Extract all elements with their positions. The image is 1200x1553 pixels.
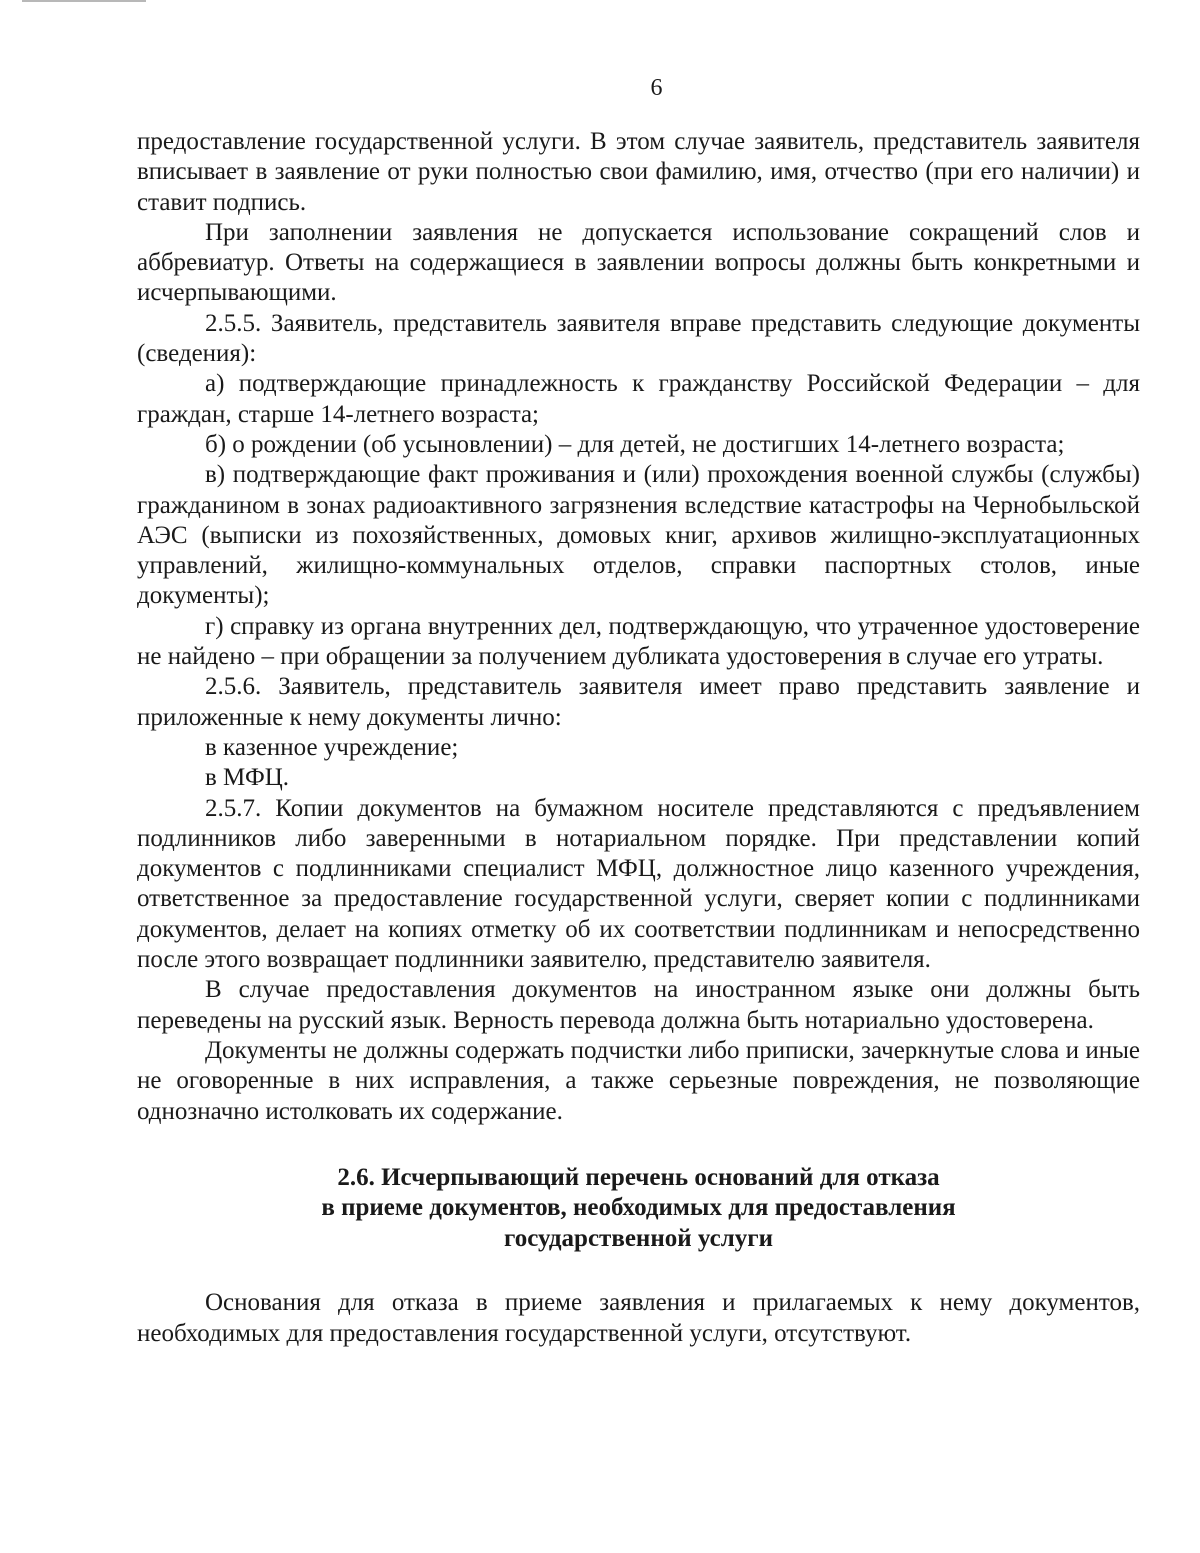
scan-edge-mark [22, 0, 146, 2]
list-item-b: б) о рождении (об усыновлении) – для детей, не достигших 14-летнего возраста; [205, 430, 1065, 458]
paragraph-2-5-7: 2.5.7. Копии документов на бумажном носителе представляются с предъявлением подлинников либо заверенными в нотариальном порядке. При представлении копий документов с подлинниками специалист МФЦ, должностное лицо казенного учреждения, ответственное за предоставление государственной услуги, сверяет копии с подлинниками документов, делает на копиях отметку об их соответствии подлинникам и непосредственно после этого возвращает подлинники заявителю, представителю заявителя. [137, 794, 1140, 974]
paragraph-document-requirements: Документы не должны содержать подчистки либо приписки, зачеркнутые слова и иные не оговоренные в них исправления, а также серьезные повреждения, не позволяющие однозначно истолковать их содержание. [137, 1036, 1140, 1125]
document-body [137, 127, 1140, 1349]
list-item-g: г) справку из органа внутренних дел, подтверждающую, что утраченное удостоверение не найдено – при обращении за получением дубликата удостоверения в случае его утраты. [137, 612, 1140, 671]
list-item-institution: в казенное учреждение; [205, 733, 459, 761]
section-title-2-6 [137, 1163, 1140, 1255]
paragraph-2-5-6: 2.5.6. Заявитель, представитель заявителя имеет право представить заявление и приложенные к нему документы лично: [137, 673, 1140, 731]
section-title-line: 2.6. Исчерпывающий перечень оснований для отказа [337, 1163, 940, 1191]
paragraph-2-5-5: 2.5.5. Заявитель, представитель заявителя вправе представить следующие документы (сведения): [137, 309, 1140, 368]
paragraph-abbreviations: При заполнении заявления не допускается использование сокращений слов и аббревиатур. Ответы на содержащиеся в заявлении вопросы должны быть конкретными и исчерпывающими. [137, 218, 1140, 307]
section-title-line: государственной услуги [503, 1224, 774, 1252]
section-2-6-text: Основания для отказа в приеме заявления и прилагаемых к нему документов, необходимых для предоставления государственной услуги, отсутствуют. [137, 1289, 1140, 1347]
list-item-a: а) подтверждающие принадлежность к гражданству Российской Федерации – для граждан, старше 14-летнего возраста; [137, 370, 1140, 428]
paragraph-continuation: предоставление государственной услуги. В этом случае заявитель, представитель заявителя вписывает в заявление от руки полностью свои фамилию, имя, отчество (при его наличии) и ставит подпись. [137, 128, 1140, 216]
page-number: 6 [650, 75, 663, 101]
section-title-line: в приеме документов, необходимых для предоставления [321, 1194, 956, 1222]
list-item-mfc: в МФЦ. [205, 764, 290, 792]
paragraph-foreign-language: В случае предоставления документов на иностранном языке они должны быть переведены на русский язык. Верность перевода должна быть нотариально удостоверена. [137, 976, 1140, 1034]
list-item-v: в) подтверждающие факт проживания и (или) прохождения военной службы (службы) гражданином в зонах радиоактивного загрязнения вследствие катастрофы на Чернобыльской АЭС (выписки из похозяйственных, домовых книг, архивов жилищно-эксплуатационных управлений, жилищно-коммунальных отделов, справки паспортных столов, иные документы); [137, 461, 1140, 610]
